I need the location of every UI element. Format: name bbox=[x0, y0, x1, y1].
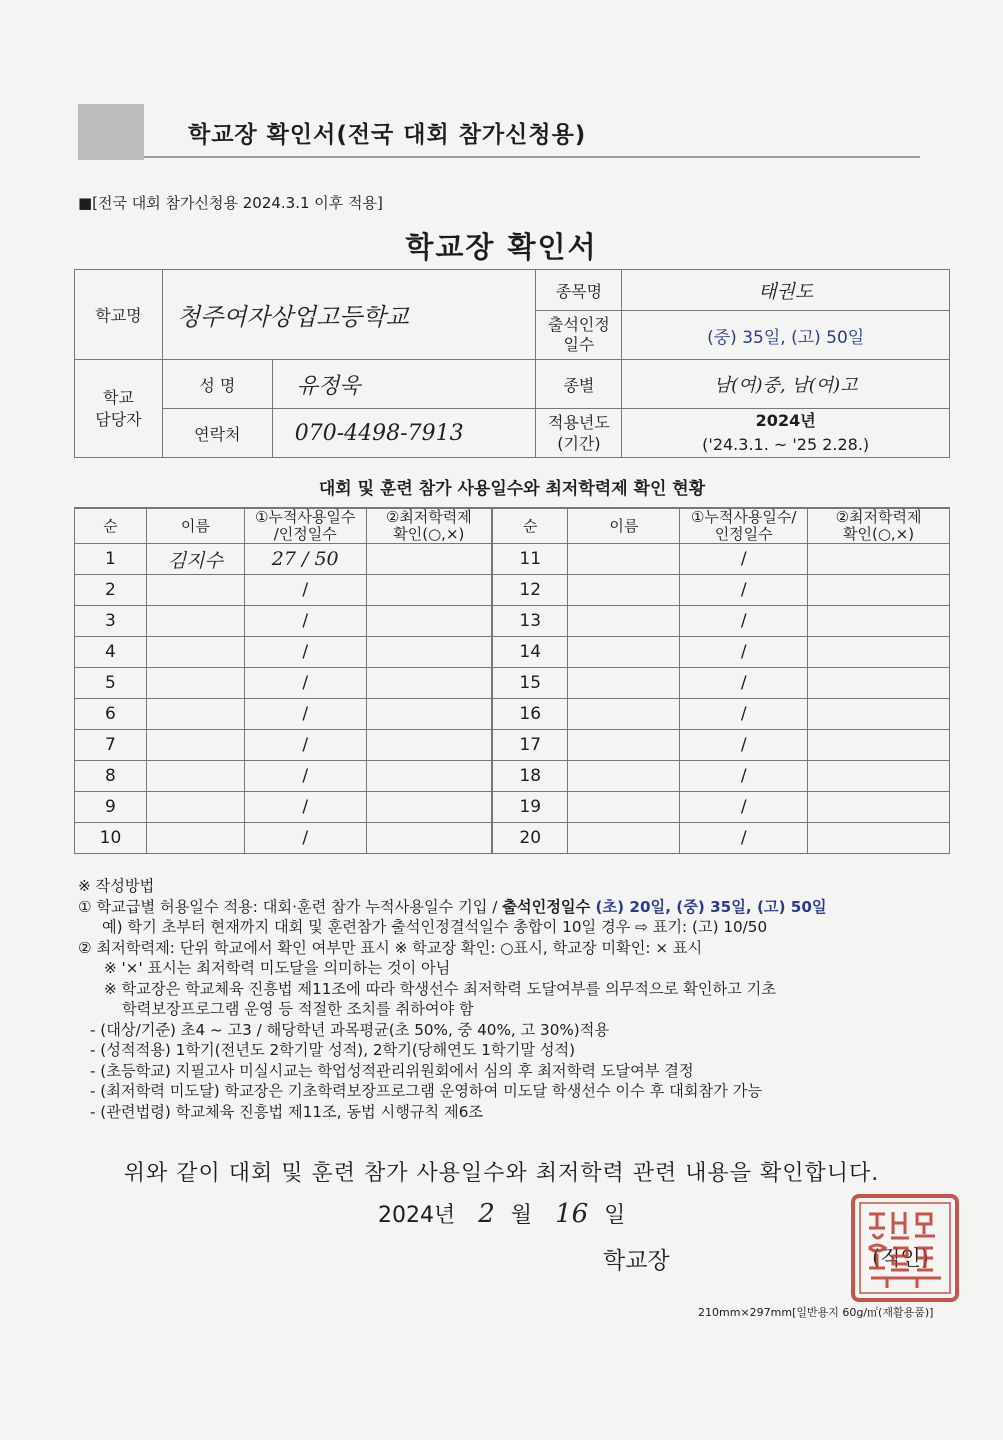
detail-5: - (관련법령) 학교체육 진흥법 제11조, 동법 시행규칙 제6조 bbox=[90, 1102, 484, 1121]
check-cell bbox=[366, 730, 492, 761]
seal-glyphs bbox=[869, 1212, 941, 1288]
principal-label: 학교장 bbox=[603, 1248, 670, 1274]
section-title: 대회 및 훈련 참가 사용일수와 최저학력제 확인 현황 bbox=[318, 479, 706, 499]
row-no: 6 bbox=[75, 699, 147, 730]
days-cell: / bbox=[680, 699, 808, 730]
type-value: 남(여)중, 남(여)고 bbox=[622, 360, 950, 409]
attend-value: (중) 35일, (고) 50일 bbox=[622, 311, 950, 360]
check-cell bbox=[808, 575, 950, 606]
days-cell: / bbox=[244, 699, 366, 730]
year-value-cell bbox=[622, 409, 950, 458]
school-name: 청주여자상업고등학교 bbox=[176, 303, 409, 331]
date-month: 2 bbox=[478, 1199, 495, 1229]
table-row bbox=[75, 823, 950, 854]
school-label-cell: 학교명 bbox=[75, 270, 163, 360]
detail-3: - (초등학교) 지필고사 미실시교는 학업성적관리위원회에서 심의 후 최저학력 도달여부 결정 bbox=[90, 1061, 694, 1080]
days-cell: / bbox=[680, 668, 808, 699]
days-cell: / bbox=[680, 792, 808, 823]
days-cell: / bbox=[680, 637, 808, 668]
name-cell bbox=[568, 823, 680, 854]
detail-1: - (대상/기준) 초4 ~ 고3 / 해당학년 과목평균(초 50%, 중 40%, 고 30%)적용 bbox=[90, 1020, 610, 1039]
row-no: 3 bbox=[75, 606, 147, 637]
name-cell bbox=[146, 637, 244, 668]
days-cell: / bbox=[680, 823, 808, 854]
days-cell: / bbox=[244, 792, 366, 823]
instruction-2-note-a: ※ '×' 표시는 최저학력 미도달을 의미하는 것이 아님 bbox=[104, 959, 451, 977]
type-label: 종별 bbox=[536, 360, 622, 409]
name-cell bbox=[568, 544, 680, 575]
row-no: 14 bbox=[492, 637, 568, 668]
row-no: 9 bbox=[75, 792, 147, 823]
instructions-heading: ※ 작성방법 bbox=[78, 877, 155, 895]
days-cell: / bbox=[680, 544, 808, 575]
check-cell bbox=[366, 699, 492, 730]
row-no: 13 bbox=[492, 606, 568, 637]
check-cell bbox=[366, 823, 492, 854]
table-row bbox=[75, 637, 950, 668]
document-title: 학교장 확인서 bbox=[405, 230, 598, 264]
days-cell: / bbox=[244, 575, 366, 606]
name-label: 성 명 bbox=[162, 360, 272, 409]
contact-label: 연락처 bbox=[162, 409, 272, 458]
instructions bbox=[78, 876, 958, 1122]
instruction-2-note-b: ※ 학교장은 학교체육 진흥법 제11조에 따라 학생선수 최저학력 도달여부를 의무적으로 확인하고 기초 bbox=[104, 979, 777, 998]
instruction-2-note-b-cont: 학력보장프로그램 운영 등 적절한 조치를 취하여야 함 bbox=[122, 1000, 474, 1018]
row-no: 11 bbox=[492, 544, 568, 575]
athlete-name: 김지수 bbox=[146, 544, 244, 575]
name-cell bbox=[146, 575, 244, 606]
table-row bbox=[75, 792, 950, 823]
attend-label: 출석인정 일수 bbox=[536, 311, 622, 360]
detail-2: - (성적적용) 1학기(전년도 2학기말 성적), 2학기(당해연도 1학기말 성적) bbox=[90, 1041, 576, 1059]
name-cell bbox=[146, 730, 244, 761]
days-cell: / bbox=[244, 761, 366, 792]
check-cell bbox=[808, 761, 950, 792]
roster-table bbox=[74, 507, 950, 854]
days-cell: / bbox=[680, 730, 808, 761]
applicability-note: ■[전국 대회 참가신청용 2024.3.1 이후 적용] bbox=[78, 194, 383, 212]
check-cell bbox=[366, 575, 492, 606]
name-cell bbox=[568, 792, 680, 823]
check-cell bbox=[808, 637, 950, 668]
name-cell bbox=[146, 823, 244, 854]
days-cell: / bbox=[680, 575, 808, 606]
col-check-right: ②최저학력제 확인(○,×) bbox=[808, 508, 950, 544]
days-cell: / bbox=[244, 668, 366, 699]
athlete-days: 27 / 50 bbox=[244, 544, 366, 575]
row-no: 17 bbox=[492, 730, 568, 761]
confirmation-statement: 위와 같이 대회 및 훈련 참가 사용일수와 최저학력 관련 내용을 확인합니다. bbox=[123, 1161, 880, 1186]
row-no: 12 bbox=[492, 575, 568, 606]
detail-4: - (최저학력 미도달) 학교장은 기초학력보장프로그램 운영하여 미도달 학생선수 이수 후 대회참가 가능 bbox=[90, 1082, 762, 1100]
period-value: ('24.3.1. ~ '25 2.28.) bbox=[702, 435, 870, 454]
contact-value: 070-4498-7913 bbox=[272, 409, 536, 458]
check-cell bbox=[366, 544, 492, 575]
row-no: 2 bbox=[75, 575, 147, 606]
days-cell: / bbox=[244, 730, 366, 761]
table-row bbox=[75, 575, 950, 606]
check-cell bbox=[366, 761, 492, 792]
name-cell bbox=[146, 761, 244, 792]
days-cell: / bbox=[680, 606, 808, 637]
col-check-left: ②최저학력제 확인(○,×) bbox=[366, 508, 492, 544]
table-row bbox=[75, 606, 950, 637]
school-name-cell bbox=[162, 270, 536, 360]
row-no: 16 bbox=[492, 699, 568, 730]
row-no: 19 bbox=[492, 792, 568, 823]
row-no: 4 bbox=[75, 637, 147, 668]
instruction-1: ① 학교급별 허용일수 적용: 대회·훈련 참가 누적사용일수 기입 / 출석인정일수 (초) 20일, (중) 35일, (고) 50일 bbox=[78, 897, 827, 916]
check-cell bbox=[808, 823, 950, 854]
name-cell bbox=[146, 606, 244, 637]
row-no: 1 bbox=[75, 544, 147, 575]
days-cell: / bbox=[244, 823, 366, 854]
table-row bbox=[75, 699, 950, 730]
info-table bbox=[74, 269, 950, 458]
col-no-right: 순 bbox=[492, 508, 568, 544]
year-value: 2024년 bbox=[755, 411, 816, 430]
name-cell bbox=[568, 761, 680, 792]
sport-label: 종목명 bbox=[536, 270, 622, 311]
paper-spec-footer: 210mm×297mm[일반용지 60g/㎡(재활용품)] bbox=[698, 1306, 934, 1319]
row-no: 7 bbox=[75, 730, 147, 761]
seal-label: (직인) bbox=[872, 1246, 929, 1270]
check-cell bbox=[808, 606, 950, 637]
name-cell bbox=[568, 575, 680, 606]
instruction-1-example: 예) 학기 초부터 현재까지 대회 및 훈련참가 출석인정결석일수 총합이 10일 경우 ⇨ 표기: (고) 10/50 bbox=[102, 918, 768, 936]
name-cell bbox=[568, 730, 680, 761]
check-cell bbox=[808, 792, 950, 823]
days-cell: / bbox=[244, 606, 366, 637]
table-row bbox=[75, 761, 950, 792]
sport-value: 태권도 bbox=[622, 270, 950, 311]
days-cell: / bbox=[680, 761, 808, 792]
check-cell bbox=[366, 792, 492, 823]
row-no: 8 bbox=[75, 761, 147, 792]
signature-date: 2024년 2 월 16 일 bbox=[378, 1199, 626, 1229]
col-days-left: ①누적사용일수 /인정일수 bbox=[244, 508, 366, 544]
name-cell bbox=[568, 606, 680, 637]
manager-name: 유정욱 bbox=[272, 360, 536, 409]
check-cell bbox=[366, 637, 492, 668]
name-cell bbox=[568, 637, 680, 668]
manager-label: 학교 담당자 bbox=[75, 360, 163, 458]
days-cell: / bbox=[244, 637, 366, 668]
check-cell bbox=[808, 668, 950, 699]
instruction-2: ② 최저학력제: 단위 학교에서 확인 여부만 표시 ※ 학교장 확인: ○표시, 학교장 미확인: × 표시 bbox=[78, 938, 703, 957]
check-cell bbox=[366, 668, 492, 699]
row-no: 10 bbox=[75, 823, 147, 854]
col-name-left: 이름 bbox=[146, 508, 244, 544]
check-cell bbox=[808, 544, 950, 575]
col-days-right: ①누적사용일수/ 인정일수 bbox=[680, 508, 808, 544]
row-no: 20 bbox=[492, 823, 568, 854]
date-day: 16 bbox=[555, 1199, 589, 1229]
banner-title: 학교장 확인서(전국 대회 참가신청용) bbox=[188, 122, 587, 148]
col-no-left: 순 bbox=[75, 508, 147, 544]
name-cell bbox=[146, 792, 244, 823]
row-no: 5 bbox=[75, 668, 147, 699]
name-cell bbox=[146, 668, 244, 699]
year-label: 적용년도 (기간) bbox=[536, 409, 622, 458]
header-banner bbox=[78, 104, 920, 158]
row-no: 15 bbox=[492, 668, 568, 699]
table-row bbox=[75, 544, 950, 575]
check-cell bbox=[808, 730, 950, 761]
name-cell bbox=[146, 699, 244, 730]
official-seal-stamp bbox=[847, 1190, 963, 1306]
table-row bbox=[75, 668, 950, 699]
check-cell bbox=[808, 699, 950, 730]
banner-block bbox=[78, 104, 144, 160]
check-cell bbox=[366, 606, 492, 637]
col-name-right: 이름 bbox=[568, 508, 680, 544]
table-row bbox=[75, 730, 950, 761]
name-cell bbox=[568, 668, 680, 699]
row-no: 18 bbox=[492, 761, 568, 792]
name-cell bbox=[568, 699, 680, 730]
